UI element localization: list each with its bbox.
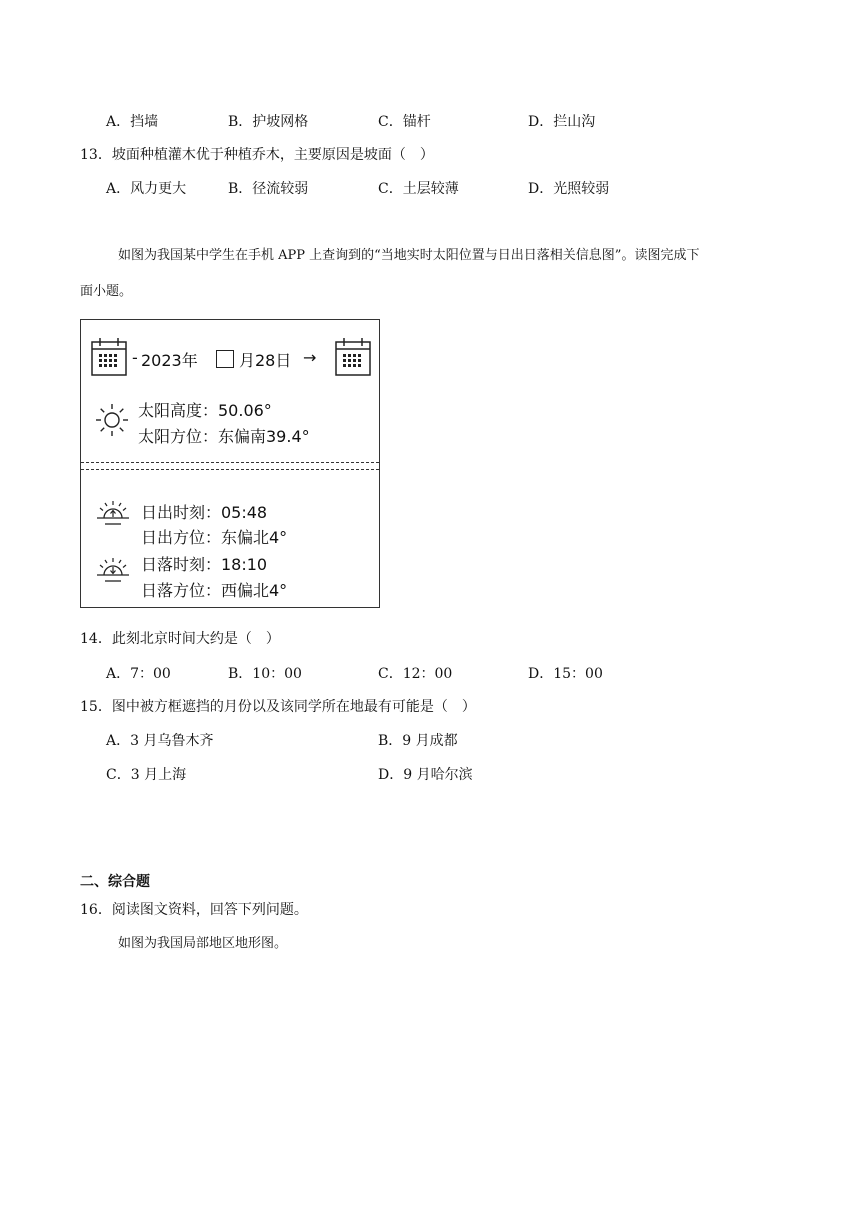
sunrise-time: 日出时刻：05:48 [141,503,268,522]
sun-icon [95,403,129,437]
hidden-month-box [216,350,234,368]
q12-option-c: C．锚杆 [378,114,431,130]
date-prefix: - [132,348,138,367]
q14-stem: 14．此刻北京时间大约是（ ） [80,631,280,647]
sun-altitude: 太阳高度：50.06° [138,401,272,420]
calendar-left-icon [91,338,127,376]
sunset-time: 日落时刻：18:10 [141,555,268,574]
q13-option-b: B．径流较弱 [228,181,309,197]
q13-option-c: C．土层较薄 [378,181,459,197]
q12-option-a: A．挡墙 [106,114,159,130]
q13-option-d: D．光照较弱 [528,181,610,197]
section2-title: 二、综合题 [80,874,150,890]
sun-info-figure [80,319,380,608]
q15-option-d: D．9 月哈尔滨 [378,767,473,783]
q13-option-a: A．风力更大 [106,181,187,197]
q15-option-b: B．9 月成都 [378,733,458,749]
sun-azimuth: 太阳方位：东偏南39.4° [138,427,310,446]
q15-option-c: C．3 月上海 [106,767,187,783]
date-day: 月28日 [239,351,292,370]
sunset-direction: 日落方位：西偏北4° [141,581,288,600]
q14-option-d: D．15：00 [528,666,603,682]
q13-stem: 13．坡面种植灌木优于种植乔木，主要原因是坡面（ ） [80,147,434,163]
divider-top [81,462,379,463]
sunset-icon [95,557,131,585]
divider-bottom [81,469,379,470]
q14-option-c: C．12：00 [378,666,453,682]
q16-stem: 16．阅读图文资料，回答下列问题。 [80,902,308,918]
material-intro-line2: 面小题。 [80,284,133,299]
sunrise-direction: 日出方位：东偏北4° [141,528,288,547]
q12-option-d: D．拦山沟 [528,114,596,130]
material-intro-line1: 如图为我国某中学生在手机 APP 上查询到的“当地实时太阳位置与日出日落相关信息图”。读图完成下 [118,248,700,263]
date-year: 2023年 [141,351,198,370]
q15-option-a: A．3 月乌鲁木齐 [106,733,214,749]
date-arrow: → [303,348,317,367]
sunrise-icon [95,500,131,528]
q14-option-b: B．10：00 [228,666,302,682]
q15-stem: 15．图中被方框遮挡的月份以及该同学所在地最有可能是（ ） [80,699,476,715]
q16-intro: 如图为我国局部地区地形图。 [118,936,288,951]
q12-option-b: B．护坡网格 [228,114,309,130]
q14-option-a: A．7：00 [106,666,171,682]
calendar-right-icon [335,338,371,376]
